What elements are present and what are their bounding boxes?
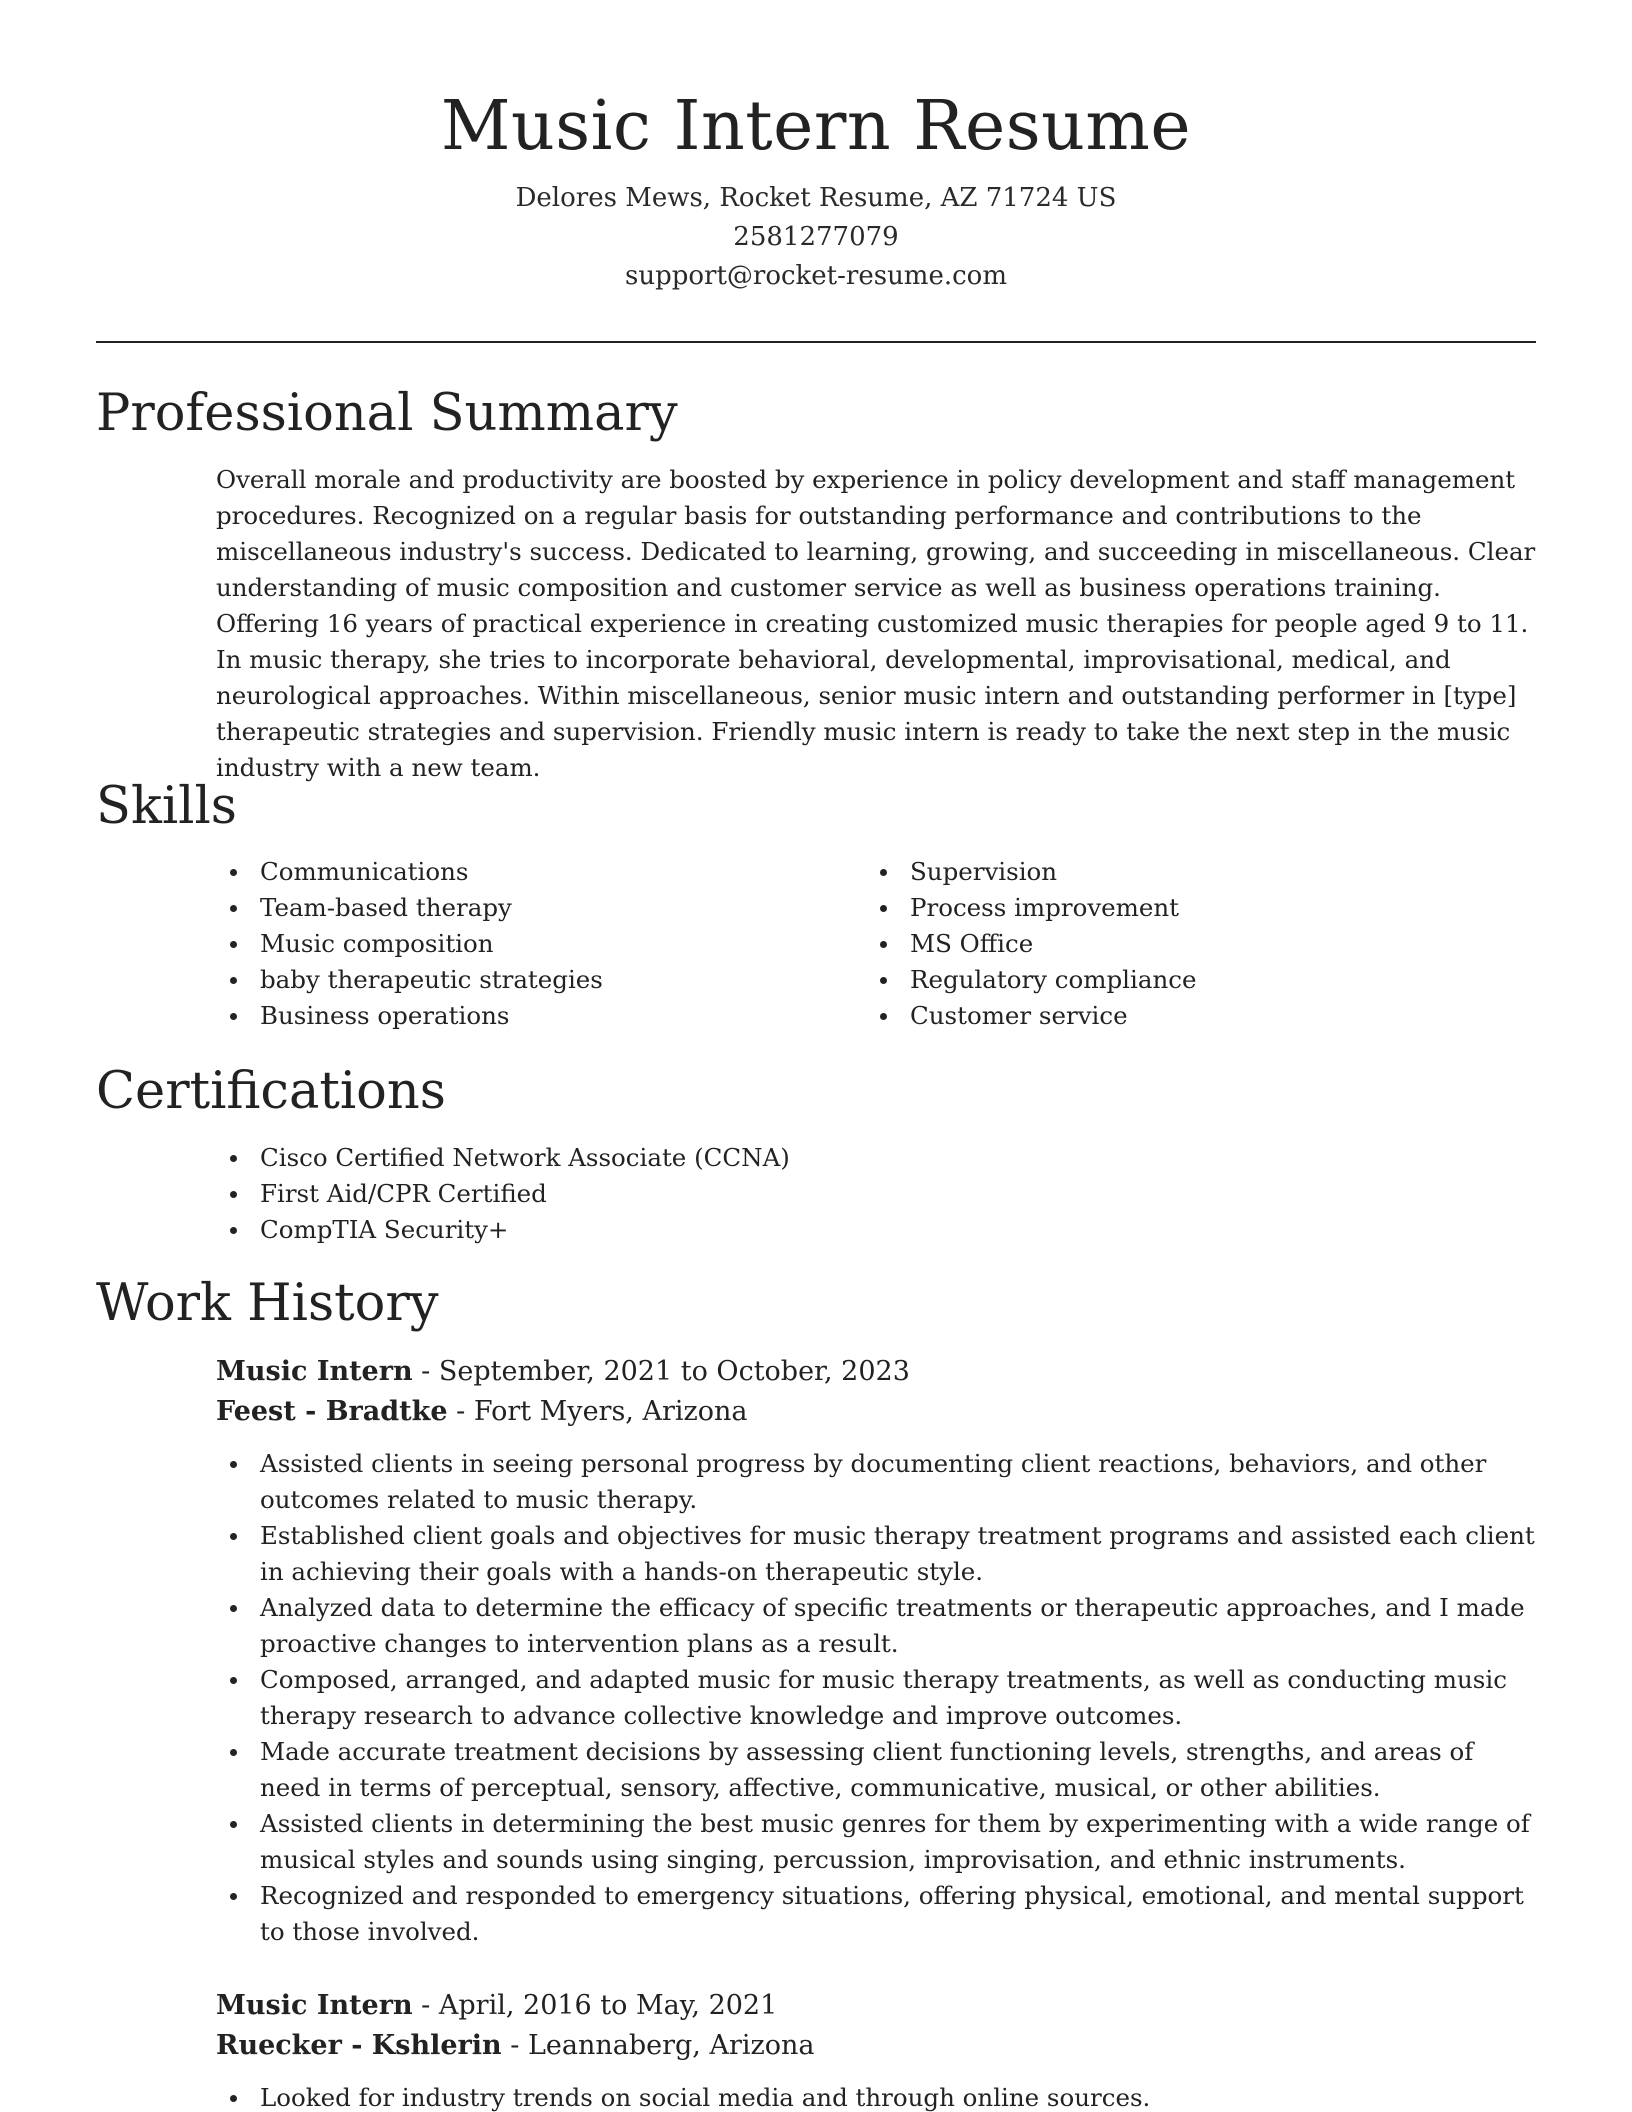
certifications-heading: Certifications xyxy=(96,1062,446,1121)
certifications-list xyxy=(216,1140,1536,1248)
separator: - xyxy=(412,1356,439,1387)
skill-item: Process improvement xyxy=(866,890,1506,926)
skill-item: baby therapeutic strategies xyxy=(216,962,856,998)
skills-list-right xyxy=(866,854,1506,1034)
certification-item: CompTIA Security+ xyxy=(216,1212,1536,1248)
job-bullet: Analyzed data to determine the efficacy of specific treatments or therapeutic approaches, and I made proactive changes to intervention plans as a result. xyxy=(216,1590,1536,1662)
work-history-heading: Work History xyxy=(96,1274,439,1333)
contact-phone: 2581277079 xyxy=(733,222,899,252)
job-company: Ruecker - Kshlerin xyxy=(216,2030,502,2061)
skill-item: MS Office xyxy=(866,926,1506,962)
certification-item: Cisco Certified Network Associate (CCNA) xyxy=(216,1140,1536,1176)
job-bullets xyxy=(216,1446,1536,1950)
contact-address: Delores Mews, Rocket Resume, AZ 71724 US xyxy=(515,183,1117,213)
summary-text: Overall morale and productivity are boosted by experience in policy development and staff management procedures. Recognized on a regular basis for outstanding performance and contributions to the miscellaneous industry's success. Dedicated to learning, growing, and succeeding in miscellaneous. Clear understanding of music composition and customer service as well as business operations training. Offering 16 years of practical experience in creating customized music therapies for people aged 9 to 11. In music therapy, she tries to incorporate behavioral, developmental, improvisational, medical, and neurological approaches. Within miscellaneous, senior music intern and outstanding performer in [type] therapeutic strategies and supervision. Friendly music intern is ready to take the next step in the music industry with a new team. xyxy=(216,465,1536,782)
skill-item: Supervision xyxy=(866,854,1506,890)
job-bullet: Assisted clients in determining the best music genres for them by experimenting with a wide range of musical styles and sounds using singing, percussion, improvisation, and ethnic instruments. xyxy=(216,1806,1536,1878)
job-company-line xyxy=(216,2026,1536,2066)
skill-item: Customer service xyxy=(866,998,1506,1034)
resume-title: Music Intern Resume xyxy=(440,87,1192,166)
job-dates: September, 2021 to October, 2023 xyxy=(438,1356,910,1387)
job-title-line xyxy=(216,1352,1536,1392)
summary-heading: Professional Summary xyxy=(96,384,678,443)
job-bullets xyxy=(216,2080,1536,2112)
job-bullet: Established client goals and objectives for music therapy treatment programs and assisted each client in achieving their goals with a hands-on therapeutic style. xyxy=(216,1518,1536,1590)
skills-list-left xyxy=(216,854,856,1034)
header-divider xyxy=(96,341,1536,343)
job-header xyxy=(216,1352,1536,1432)
job-bullet: Composed, arranged, and adapted music for music therapy treatments, as well as conducting music therapy research to advance collective knowledge and improve outcomes. xyxy=(216,1662,1536,1734)
skill-item: Regulatory compliance xyxy=(866,962,1506,998)
job-location: Leannaberg, Arizona xyxy=(527,2030,815,2061)
skill-item: Team-based therapy xyxy=(216,890,856,926)
job-title-line xyxy=(216,1986,1536,2026)
job-company-line xyxy=(216,1392,1536,1432)
job-bullet: Recognized and responded to emergency situations, offering physical, emotional, and mental support to those involved. xyxy=(216,1878,1536,1950)
contact-email: support@rocket-resume.com xyxy=(624,261,1007,291)
skill-item: Music composition xyxy=(216,926,856,962)
skill-item: Communications xyxy=(216,854,856,890)
separator: - xyxy=(447,1396,474,1427)
job-header xyxy=(216,1986,1536,2066)
skill-item: Business operations xyxy=(216,998,856,1034)
job-bullet: Made accurate treatment decisions by assessing client functioning levels, strengths, and areas of need in terms of perceptual, sensory, affective, communicative, musical, or other abilities. xyxy=(216,1734,1536,1806)
certification-item: First Aid/CPR Certified xyxy=(216,1176,1536,1212)
job-bullet: Looked for industry trends on social media and through online sources. xyxy=(216,2080,1536,2112)
job-dates: April, 2016 to May, 2021 xyxy=(438,1990,778,2021)
job-location: Fort Myers, Arizona xyxy=(473,1396,748,1427)
separator: - xyxy=(412,1990,439,2021)
resume-header xyxy=(0,85,1632,296)
skills-heading: Skills xyxy=(96,777,237,836)
separator: - xyxy=(501,2030,528,2061)
job-title: Music Intern xyxy=(216,1990,413,2021)
job-company: Feest - Bradtke xyxy=(216,1396,448,1427)
job-bullet: Assisted clients in seeing personal progress by documenting client reactions, behaviors, and other outcomes related to music therapy. xyxy=(216,1446,1536,1518)
job-title: Music Intern xyxy=(216,1356,413,1387)
contact-block xyxy=(0,179,1632,296)
